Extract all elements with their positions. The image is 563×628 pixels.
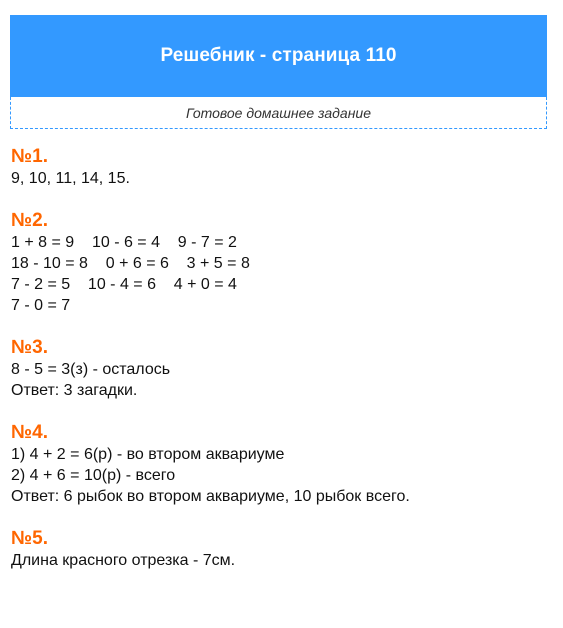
task-5 <box>11 528 551 571</box>
page-subtitle: Готовое домашнее задание <box>185 104 371 121</box>
task-line: 2) 4 + 6 = 10(р) - всего <box>11 467 176 484</box>
page-subtitle-box <box>10 97 547 129</box>
task-number: №2. <box>11 210 49 231</box>
task-3 <box>11 337 551 401</box>
task-number: №3. <box>11 337 49 358</box>
task-line: Длина красного отрезка - 7см. <box>11 552 236 569</box>
task-2 <box>11 210 551 316</box>
task-line: 1 + 8 = 9 10 - 6 = 4 9 - 7 = 2 <box>11 234 237 251</box>
task-1 <box>11 146 551 189</box>
page-header <box>10 15 547 97</box>
task-line: 7 - 0 = 7 <box>11 297 71 314</box>
task-answer: Ответ: 3 загадки. <box>11 382 138 399</box>
task-number: №5. <box>11 528 49 549</box>
task-line: 9, 10, 11, 14, 15. <box>11 170 130 187</box>
task-line: 7 - 2 = 5 10 - 4 = 6 4 + 0 = 4 <box>11 276 237 293</box>
task-number: №1. <box>11 146 49 167</box>
task-line: 1) 4 + 2 = 6(р) - во втором аквариуме <box>11 446 285 463</box>
solutions-content <box>11 146 551 592</box>
task-4 <box>11 422 551 507</box>
task-line: 18 - 10 = 8 0 + 6 = 6 3 + 5 = 8 <box>11 255 250 272</box>
task-answer: Ответ: 6 рыбок во втором аквариуме, 10 рыбок всего. <box>11 488 410 505</box>
task-line: 8 - 5 = 3(з) - осталось <box>11 361 171 378</box>
task-number: №4. <box>11 422 49 443</box>
page-title: Решебник - страница 110 <box>160 45 397 66</box>
